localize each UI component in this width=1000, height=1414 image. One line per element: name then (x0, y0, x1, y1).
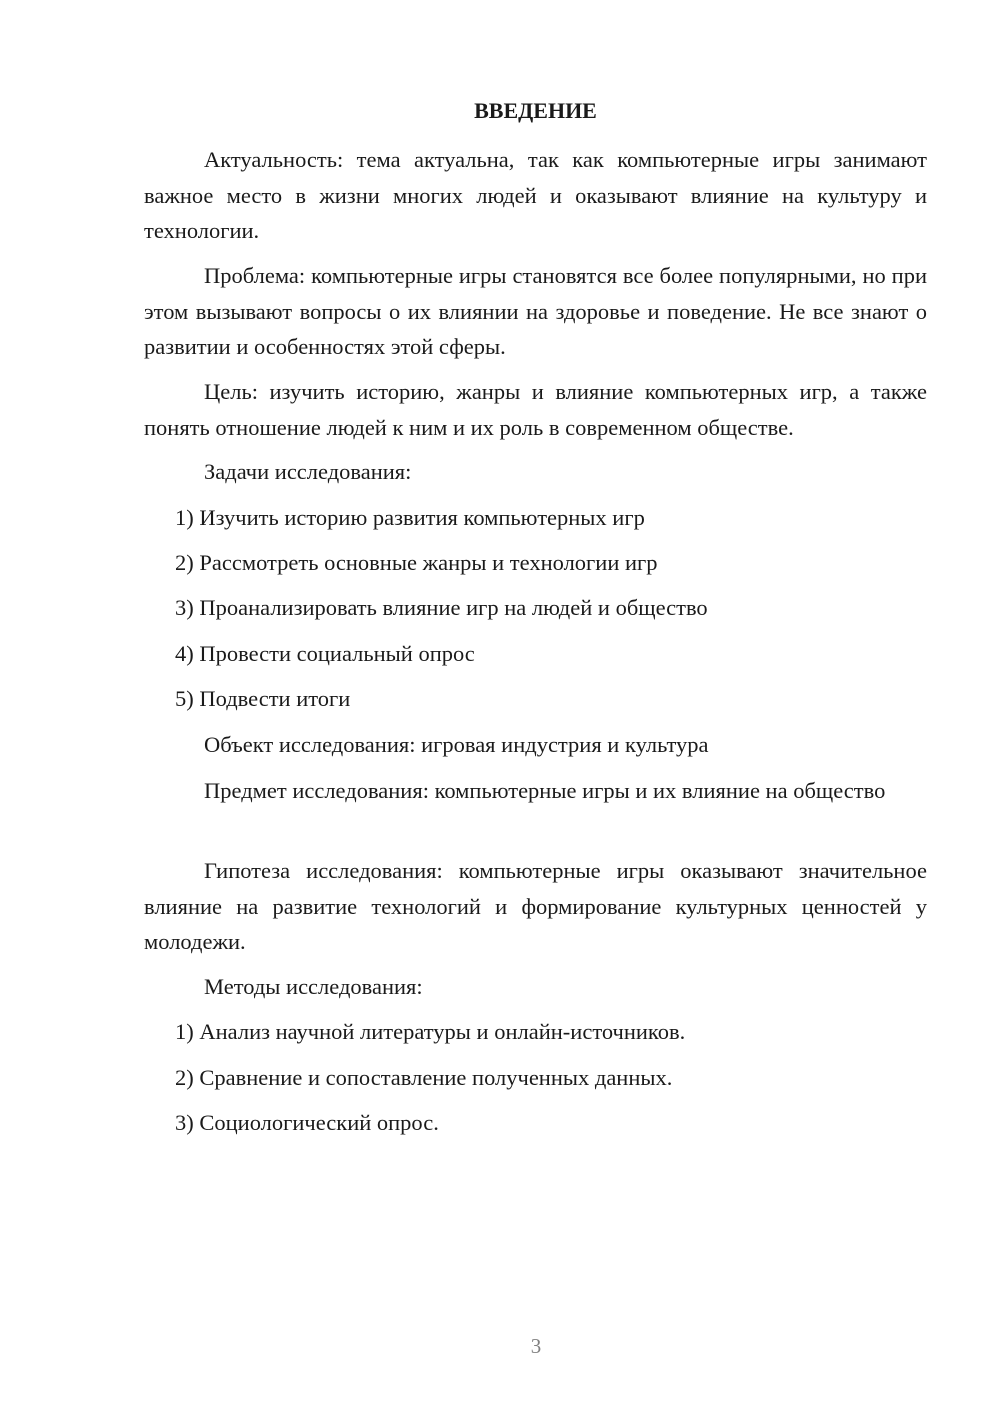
method-item-3: 3) Социологический опрос. (175, 1110, 439, 1135)
tasks-heading: Задачи исследования: (204, 459, 412, 484)
method-item-2: 2) Сравнение и сопоставление полученных данных. (175, 1065, 673, 1090)
paragraph-goal: Цель: изучить историю, жанры и влияние компьютерных игр, а также понять отношение людей к ним и их роль в современном обществе. (144, 379, 927, 440)
paragraph-hypothesis: Гипотеза исследования: компьютерные игры оказывают значительное влияние на развитие технологий и формирование культурных ценностей у молодежи. (144, 858, 927, 954)
task-item-5: 5) Подвести итоги (175, 686, 351, 711)
task-item-1: 1) Изучить историю развития компьютерных игр (175, 505, 645, 530)
paragraph-object: Объект исследования: игровая индустрия и культура (204, 732, 709, 757)
paragraph-problem: Проблема: компьютерные игры становятся все более популярными, но при этом вызывают вопросы о их влиянии на здоровье и поведение. Не все знают о развитии и особенностях этой сферы. (144, 263, 927, 359)
paragraph-subject: Предмет исследования: компьютерные игры и их влияние на общество (204, 778, 886, 803)
task-item-3: 3) Проанализировать влияние игр на людей и общество (175, 595, 708, 620)
paragraph-relevance: Актуальность: тема актуальна, так как компьютерные игры занимают важное место в жизни многих людей и оказывают влияние на культуру и технологии. (144, 147, 927, 243)
page-title: ВВЕДЕНИЕ (474, 98, 597, 123)
task-item-4: 4) Провести социальный опрос (175, 641, 475, 666)
page-number: 3 (530, 1334, 542, 1358)
method-item-1: 1) Анализ научной литературы и онлайн-источников. (175, 1019, 686, 1044)
methods-heading: Методы исследования: (204, 974, 423, 999)
task-item-2: 2) Рассмотреть основные жанры и технологии игр (175, 550, 658, 575)
